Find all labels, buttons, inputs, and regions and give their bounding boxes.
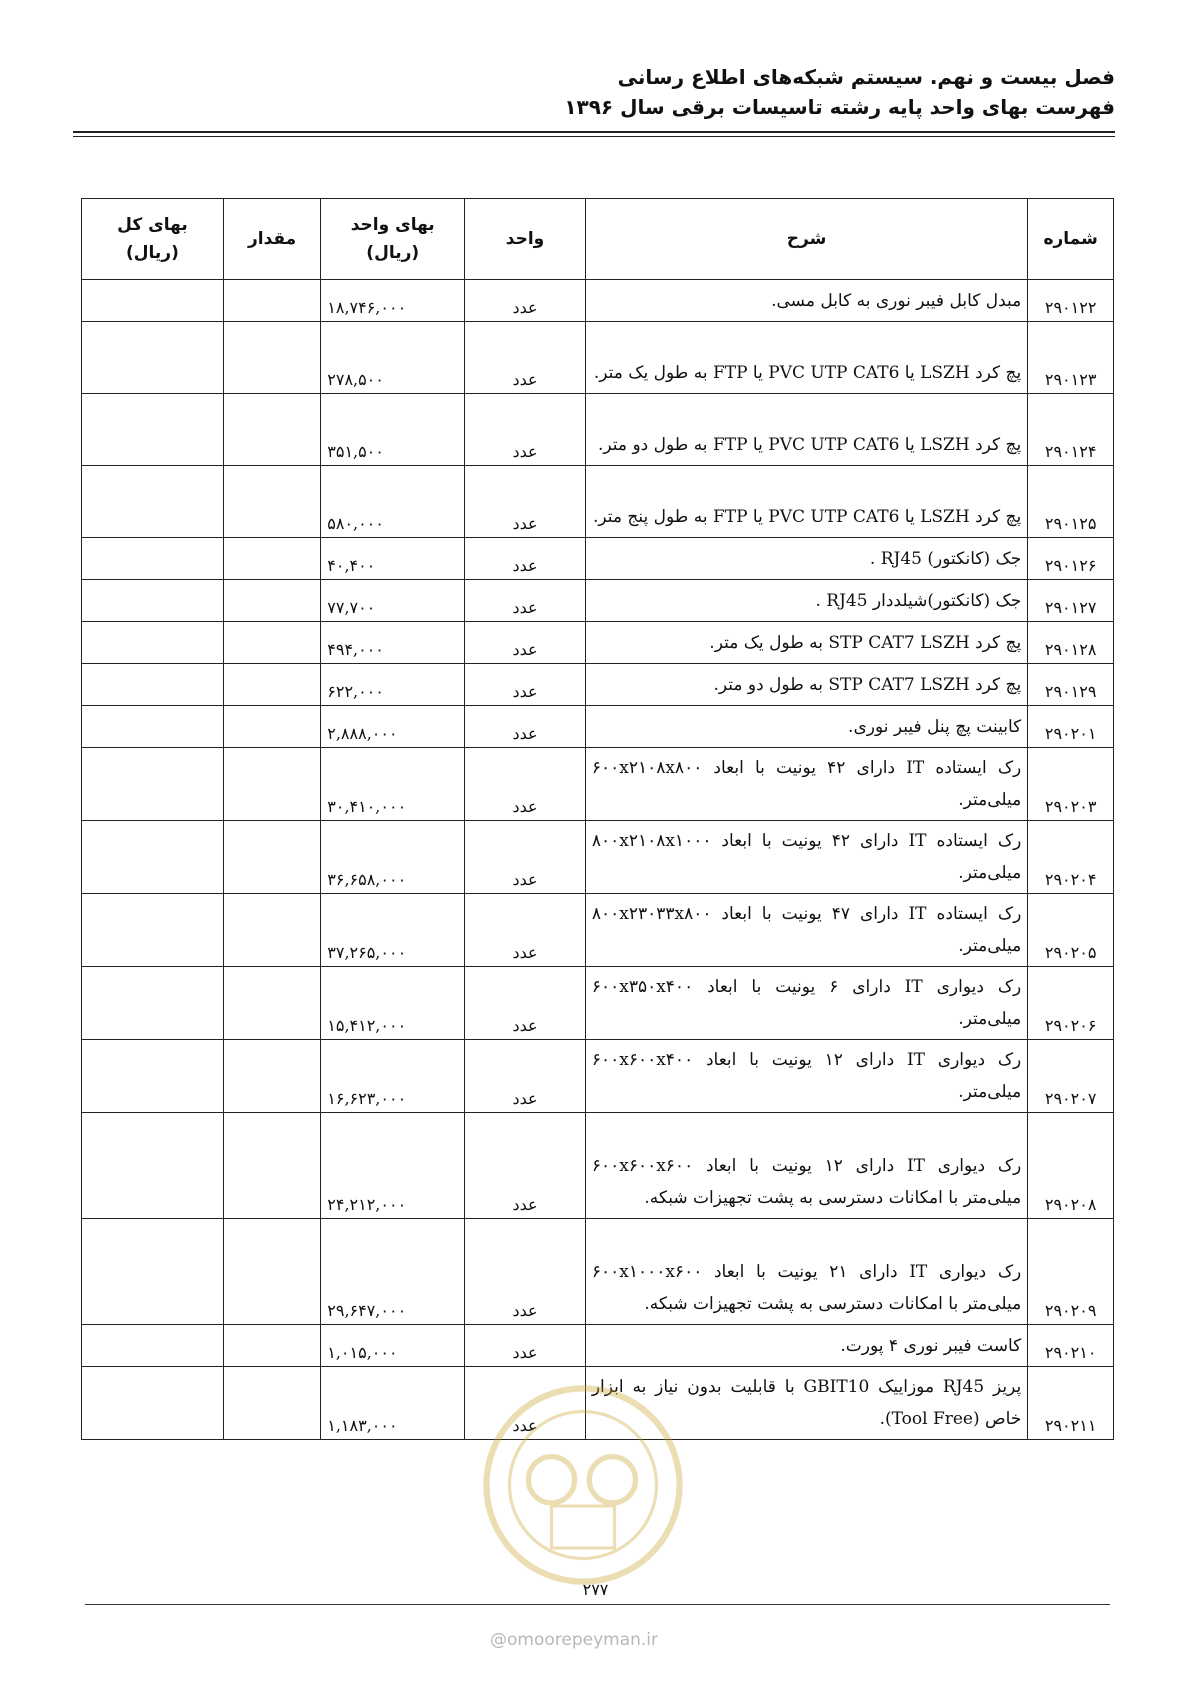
table-row — [82, 664, 1114, 706]
header-rule-thick — [73, 131, 1115, 133]
item-total — [82, 1040, 224, 1113]
item-unit: عدد — [465, 664, 586, 706]
item-total — [82, 580, 224, 622]
item-quantity — [223, 538, 320, 580]
table-row — [82, 1219, 1114, 1325]
item-quantity — [223, 1113, 320, 1219]
table-row — [82, 894, 1114, 967]
item-unit: عدد — [465, 538, 586, 580]
item-unit: عدد — [465, 622, 586, 664]
header-unit: واحد — [465, 199, 586, 280]
document-title: فهرست بهای واحد پایه رشته تاسیسات برقی سال ۱۳۹۶ — [564, 95, 1115, 119]
item-quantity — [223, 580, 320, 622]
item-code: ۲۹۰۱۲۲ — [1028, 280, 1114, 322]
item-total — [82, 894, 224, 967]
item-unit-price: ۱,۱۸۳,۰۰۰ — [321, 1367, 465, 1440]
item-unit: عدد — [465, 706, 586, 748]
item-unit: عدد — [465, 280, 586, 322]
item-quantity — [223, 1367, 320, 1440]
header-quantity: مقدار — [223, 199, 320, 280]
item-unit-price: ۲,۸۸۸,۰۰۰ — [321, 706, 465, 748]
item-unit-price: ۱۸,۷۴۶,۰۰۰ — [321, 280, 465, 322]
item-total — [82, 466, 224, 538]
item-unit-price: ۲۷۸,۵۰۰ — [321, 322, 465, 394]
table-row — [82, 622, 1114, 664]
table-row — [82, 821, 1114, 894]
item-code: ۲۹۰۲۰۶ — [1028, 967, 1114, 1040]
table-row — [82, 538, 1114, 580]
table-row — [82, 967, 1114, 1040]
item-code: ۲۹۰۱۲۴ — [1028, 394, 1114, 466]
table-row — [82, 322, 1114, 394]
table-row — [82, 1113, 1114, 1219]
item-total — [82, 706, 224, 748]
table-row — [82, 280, 1114, 322]
item-description: پچ کرد LSZH یا PVC UTP CAT6 یا FTP به طول پنج متر. — [585, 466, 1027, 538]
table-row — [82, 1325, 1114, 1367]
item-total — [82, 821, 224, 894]
item-unit-price: ۵۸۰,۰۰۰ — [321, 466, 465, 538]
item-code: ۲۹۰۲۰۸ — [1028, 1113, 1114, 1219]
item-description: پچ کرد LSZH یا PVC UTP CAT6 یا FTP به طول دو متر. — [585, 394, 1027, 466]
item-code: ۲۹۰۱۲۶ — [1028, 538, 1114, 580]
item-unit-price: ۳۷,۲۶۵,۰۰۰ — [321, 894, 465, 967]
table-row — [82, 706, 1114, 748]
item-unit-price: ۱۵,۴۱۲,۰۰۰ — [321, 967, 465, 1040]
item-unit-price: ۱۶,۶۲۳,۰۰۰ — [321, 1040, 465, 1113]
item-total — [82, 1113, 224, 1219]
item-description: رک دیواری IT دارای ۱۲ یونیت با ابعاد ۶۰۰x۶۰۰x۶۰۰ میلی‌متر با امکانات دسترسی به پشت تجهیزات شبکه. — [585, 1113, 1027, 1219]
item-description: رک ایستاده IT دارای ۴۲ یونیت با ابعاد ۶۰۰x۲۱۰۸x۸۰۰ میلی‌متر. — [585, 748, 1027, 821]
item-unit-price: ۲۴,۲۱۲,۰۰۰ — [321, 1113, 465, 1219]
table-row — [82, 466, 1114, 538]
price-list-table — [81, 198, 1114, 1440]
item-code: ۲۹۰۲۰۹ — [1028, 1219, 1114, 1325]
header-description: شرح — [585, 199, 1027, 280]
item-code: ۲۹۰۲۱۱ — [1028, 1367, 1114, 1440]
header-unit-price-currency: (ریال) — [366, 243, 420, 263]
item-description: پچ کرد STP CAT7 LSZH به طول یک متر. — [585, 622, 1027, 664]
item-unit: عدد — [465, 1325, 586, 1367]
page-number: ۲۷۷ — [582, 1580, 609, 1599]
watermark-text: @omoorepeyman.ir — [490, 1630, 659, 1650]
item-quantity — [223, 1325, 320, 1367]
item-unit: عدد — [465, 322, 586, 394]
item-description: رک دیواری IT دارای ۶ یونیت با ابعاد ۶۰۰x۳۵۰x۴۰۰ میلی‌متر. — [585, 967, 1027, 1040]
item-unit-price: ۷۷,۷۰۰ — [321, 580, 465, 622]
header-unit-price — [321, 199, 465, 280]
item-total — [82, 967, 224, 1040]
item-quantity — [223, 967, 320, 1040]
item-code: ۲۹۰۲۱۰ — [1028, 1325, 1114, 1367]
item-code: ۲۹۰۲۰۵ — [1028, 894, 1114, 967]
header-rule-thin — [73, 136, 1115, 137]
item-unit-price: ۴۰,۴۰۰ — [321, 538, 465, 580]
item-unit: عدد — [465, 394, 586, 466]
table-header-row — [82, 199, 1114, 280]
item-total — [82, 394, 224, 466]
item-quantity — [223, 894, 320, 967]
item-quantity — [223, 466, 320, 538]
table-row — [82, 1040, 1114, 1113]
item-unit: عدد — [465, 1040, 586, 1113]
table-row — [82, 748, 1114, 821]
item-quantity — [223, 280, 320, 322]
item-unit: عدد — [465, 894, 586, 967]
item-quantity — [223, 706, 320, 748]
item-unit-price: ۲۹,۶۴۷,۰۰۰ — [321, 1219, 465, 1325]
header-total: بهای کل (ریال) — [82, 199, 224, 280]
item-unit: عدد — [465, 1367, 586, 1440]
item-description: مبدل کابل فیبر نوری به کابل مسی. — [585, 280, 1027, 322]
item-total — [82, 280, 224, 322]
item-code: ۲۹۰۱۲۹ — [1028, 664, 1114, 706]
item-code: ۲۹۰۲۰۴ — [1028, 821, 1114, 894]
item-quantity — [223, 1040, 320, 1113]
item-unit: عدد — [465, 580, 586, 622]
item-code: ۲۹۰۲۰۷ — [1028, 1040, 1114, 1113]
footer-rule — [85, 1604, 1110, 1605]
item-unit: عدد — [465, 748, 586, 821]
item-unit: عدد — [465, 466, 586, 538]
item-total — [82, 1325, 224, 1367]
header-code: شماره — [1028, 199, 1114, 280]
item-quantity — [223, 622, 320, 664]
item-total — [82, 748, 224, 821]
page-header — [65, 62, 1115, 122]
item-unit-price: ۳۰,۴۱۰,۰۰۰ — [321, 748, 465, 821]
item-description: پچ کرد LSZH یا PVC UTP CAT6 یا FTP به طول یک متر. — [585, 322, 1027, 394]
item-description: کابینت پچ پنل فیبر نوری. — [585, 706, 1027, 748]
item-quantity — [223, 322, 320, 394]
item-total — [82, 538, 224, 580]
item-unit-price: ۳۶,۶۵۸,۰۰۰ — [321, 821, 465, 894]
header-unit-price-label: بهای واحد — [350, 215, 435, 235]
item-description: رک ایستاده IT دارای ۴۲ یونیت با ابعاد ۸۰۰x۲۱۰۸x۱۰۰۰ میلی‌متر. — [585, 821, 1027, 894]
item-total — [82, 664, 224, 706]
item-unit: عدد — [465, 821, 586, 894]
item-description: پریز RJ45 موزاییک GBIT10 با قابلیت بدون نیاز به ابزار خاص (Tool Free). — [585, 1367, 1027, 1440]
item-quantity — [223, 748, 320, 821]
item-total — [82, 322, 224, 394]
item-total — [82, 1367, 224, 1440]
chapter-title: فصل بیست و نهم. سیستم شبکه‌های اطلاع رسانی — [617, 65, 1115, 89]
item-code: ۲۹۰۲۰۱ — [1028, 706, 1114, 748]
item-quantity — [223, 821, 320, 894]
item-description: کاست فیبر نوری ۴ پورت. — [585, 1325, 1027, 1367]
item-quantity — [223, 1219, 320, 1325]
item-unit: عدد — [465, 967, 586, 1040]
item-description: رک ایستاده IT دارای ۴۷ یونیت با ابعاد ۸۰۰x۲۳۰۳۳x۸۰۰ میلی‌متر. — [585, 894, 1027, 967]
watermark-seal — [478, 1380, 688, 1590]
item-code: ۲۹۰۱۲۵ — [1028, 466, 1114, 538]
item-unit-price: ۴۹۴,۰۰۰ — [321, 622, 465, 664]
item-code: ۲۹۰۲۰۳ — [1028, 748, 1114, 821]
item-total — [82, 622, 224, 664]
table-row — [82, 394, 1114, 466]
item-total — [82, 1219, 224, 1325]
item-code: ۲۹۰۱۲۸ — [1028, 622, 1114, 664]
item-code: ۲۹۰۱۲۳ — [1028, 322, 1114, 394]
item-unit-price: ۳۵۱,۵۰۰ — [321, 394, 465, 466]
item-unit: عدد — [465, 1219, 586, 1325]
item-unit-price: ۱,۰۱۵,۰۰۰ — [321, 1325, 465, 1367]
item-unit-price: ۶۲۲,۰۰۰ — [321, 664, 465, 706]
item-description: رک دیواری IT دارای ۱۲ یونیت با ابعاد ۶۰۰x۶۰۰x۴۰۰ میلی‌متر. — [585, 1040, 1027, 1113]
item-quantity — [223, 664, 320, 706]
item-unit: عدد — [465, 1113, 586, 1219]
item-description: پچ کرد STP CAT7 LSZH به طول دو متر. — [585, 664, 1027, 706]
table-row — [82, 580, 1114, 622]
item-description: جک (کانکتور)شیلددار RJ45 . — [585, 580, 1027, 622]
item-description: جک (کانکتور) RJ45 . — [585, 538, 1027, 580]
item-description: رک دیواری IT دارای ۲۱ یونیت با ابعاد ۶۰۰x۱۰۰۰x۶۰۰ میلی‌متر با امکانات دسترسی به پشت تجهیزات شبکه. — [585, 1219, 1027, 1325]
item-code: ۲۹۰۱۲۷ — [1028, 580, 1114, 622]
item-quantity — [223, 394, 320, 466]
